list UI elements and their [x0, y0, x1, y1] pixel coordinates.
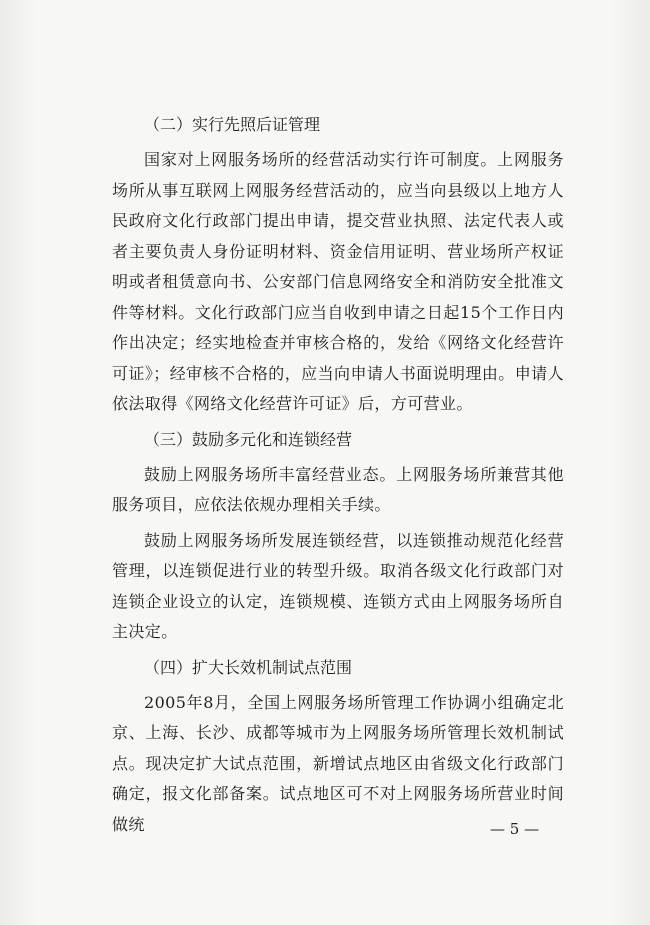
section-4-paragraph-1: 2005年8月，全国上网服务场所管理工作协调小组确定北京、上海、长沙、成都等城市为上网服务场所管理长效机制试点。现决定扩大试点范围，新增试点地区由省级文化行政部门确定，报文化部备案。试点地区可不对上网服务场所营业时间做统: [112, 692, 564, 834]
section-heading-2: （二）实行先照后证管理: [144, 115, 321, 134]
page-number: — 5 —: [490, 820, 540, 838]
section-3-paragraph-2: 鼓励上网服务场所发展连锁经营，以连锁推动规范化经营管理，以连锁促进行业的转型升级。取消各级文化行政部门对连锁企业设立的认定，连锁规模、连锁方式由上网服务场所自主决定。: [112, 530, 564, 641]
section-heading-3: （三）鼓励多元化和连锁经营: [144, 429, 353, 449]
section-2-paragraph-1: 国家对上网服务场所的经营活动实行许可制度。上网服务场所从事互联网上网服务经营活动的，应当向县级以上地方人民政府文化行政部门提出申请，提交营业执照、法定代表人或者主要负责人身份证明材料、资金信用证明、营业场所产权证明或者租赁意向书、公安部门信息网络安全和消防安全批准文件等材料。文化行政部门应当自收到申请之日起15个工作日内作出决定；经实地检查并审核合格的，发给《网络文化经营许可证》；经审核不合格的，应当向申请人书面说明理由。申请人依法取得《网络文化经营许可证》后，方可营业。: [112, 150, 564, 413]
section-heading-4: （四）扩大长效机制试点范围: [144, 657, 353, 677]
section-3-paragraph-1: 鼓励上网服务场所丰富经营业态。上网服务场所兼营其他服务项目，应依法依规办理相关手续。: [112, 464, 564, 514]
document-body: [112, 110, 564, 845]
